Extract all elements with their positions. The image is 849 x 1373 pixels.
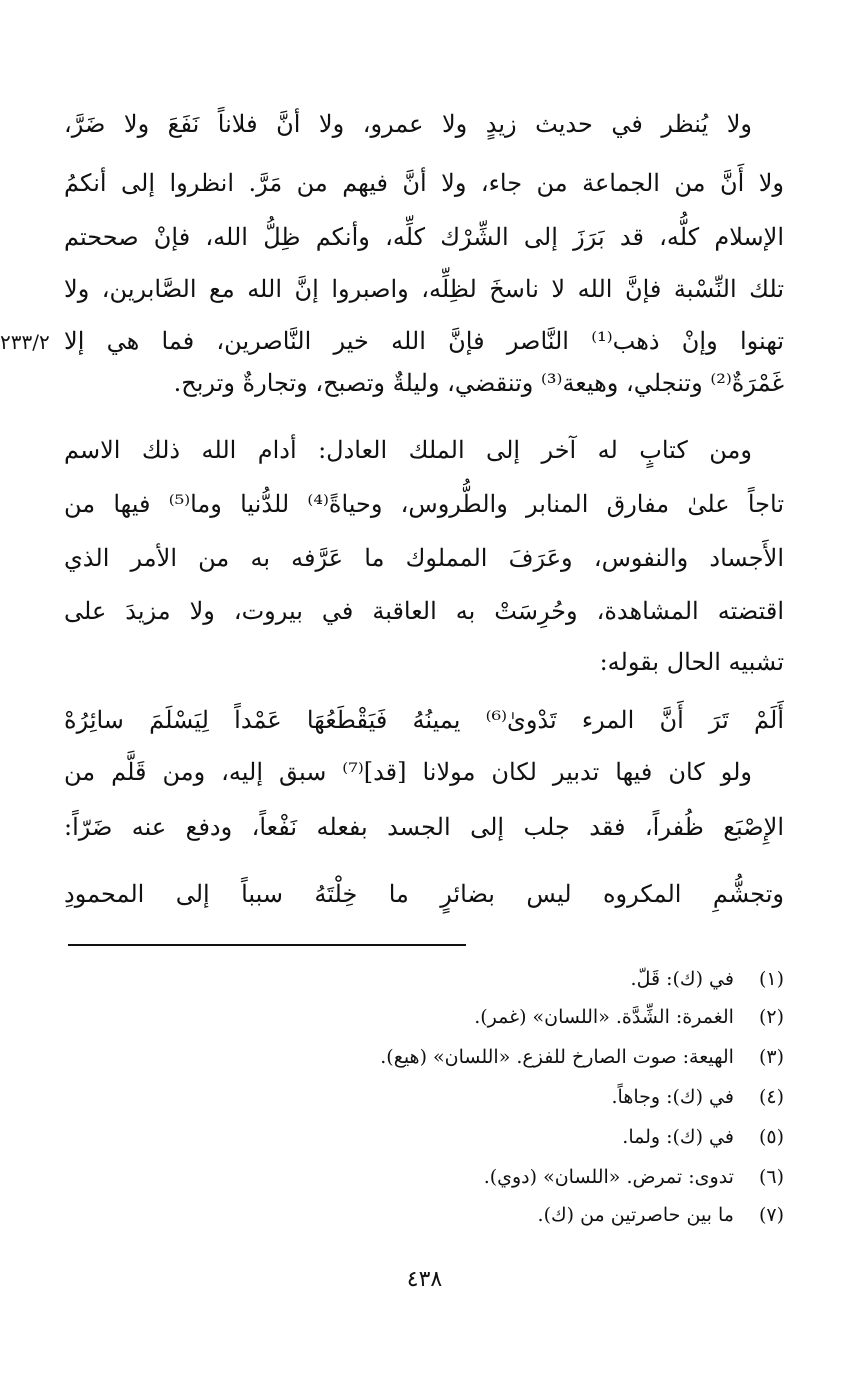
body-line-9: الأَجساد والنفوس، وعَرَفَ المملوك ما عَرَّفه به من الأمر الذي (64, 544, 784, 572)
footnote-number: (٦) (758, 1166, 784, 1188)
body-line-10: اقتضته المشاهدة، وحُرِسَتْ به العاقبة في بيروت، ولا مزيدَ على (64, 597, 784, 625)
footnote-number: (٣) (758, 1046, 784, 1068)
body-line-8: تاجاً علىٰ مفارق المنابر والطُّروس، وحياةً⁽⁴⁾ للدُّنيا وما⁽⁵⁾ فيها من (64, 490, 784, 518)
body-line-6: غَمْرَةٌ⁽²⁾ وتنجلي، وهيعة⁽³⁾ وتنقضي، وليلةٌ وتصبح، وتجارةٌ وتربح. (173, 369, 784, 397)
body-line-4: تلك النِّسْبة فإنَّ الله لا ناسخَ لظِلِّه، واصبروا إنَّ الله مع الصَّابرين، ولا (64, 275, 784, 303)
body-line-11: تشبيه الحال بقوله: (599, 648, 784, 676)
footnote-3 (64, 1040, 784, 1074)
footnote-6 (64, 1160, 784, 1194)
body-line-12: ولو كان فيها تدبير لكان مولانا [قد]⁽⁷⁾ سبق إليه، ومن قَلَّم من (64, 758, 752, 786)
footnote-2 (64, 1000, 784, 1034)
footnote-number: (١) (758, 968, 784, 990)
poetry-verse-1: أَلَمْ تَرَ أَنَّ المرء تَدْوىٰ⁽⁶⁾ يمينُهُ فَيَقْطَعُهَا عَمْداً لِيَسْلَمَ سائِرُهْ (64, 706, 784, 734)
footnote-number: (٢) (758, 1006, 784, 1028)
body-line-5: تهنوا وإنْ ذهب⁽¹⁾ النَّاصر فإنَّ الله خير النَّاصرين، فما هي إلا (64, 327, 784, 355)
footnote-1 (64, 962, 784, 996)
footnote-number: (٤) (758, 1086, 784, 1108)
footnote-number: (٥) (758, 1126, 784, 1148)
footnote-text: في (ك): وجاهاً. (611, 1086, 734, 1108)
footnote-text: الغمرة: الشِّدَّة. «اللسان» (غمر). (474, 1006, 734, 1028)
footnote-text: تدوى: تمرض. «اللسان» (دوي). (483, 1166, 734, 1188)
body-line-3: الإسلام كلُّه، قد بَرَزَ إلى الشِّرْك كلِّه، وأنكم ظِلُّ الله، فإنْ صححتم (64, 223, 784, 251)
body-line-7: ومن كتابٍ له آخر إلى الملك العادل: أدام الله ذلك الاسم (64, 436, 752, 464)
page-number: ٤٣٨ (406, 1267, 443, 1292)
footnote-text: في (ك): ولما. (622, 1126, 734, 1148)
footnote-4 (64, 1080, 784, 1114)
footnote-separator (68, 944, 466, 946)
body-line-13: الإِصْبَع ظُفراً، فقد جلب إلى الجسد بفعله نَفْعاً، ودفع عنه ضَرّاً: (64, 813, 784, 841)
poetry-verse-2: وتجشُّمِ المكروه ليس بضائرٍ ما خِلْتَهُ سبباً إلى المحمودِ (64, 880, 784, 908)
footnote-5 (64, 1120, 784, 1154)
footnote-text: في (ك): قَلّ. (630, 968, 734, 990)
body-line-1: ولا يُنظر في حديث زيدٍ ولا عمرو، ولا أنَّ فلاناً نَفَعَ ولا ضَرَّ، (64, 110, 752, 138)
body-line-2: ولا أَنَّ من الجماعة من جاء، ولا أنَّ فيهم من مَرَّ. انظروا إلى أنكمُ (64, 169, 784, 197)
footnote-text: الهيعة: صوت الصارخ للفزع. «اللسان» (هيع). (380, 1046, 734, 1068)
footnote-7 (64, 1198, 784, 1232)
margin-page-reference: ٢٣٣/٢ (0, 330, 50, 354)
footnote-text: ما بين حاصرتين من (ك). (537, 1204, 734, 1226)
footnote-number: (٧) (758, 1204, 784, 1226)
